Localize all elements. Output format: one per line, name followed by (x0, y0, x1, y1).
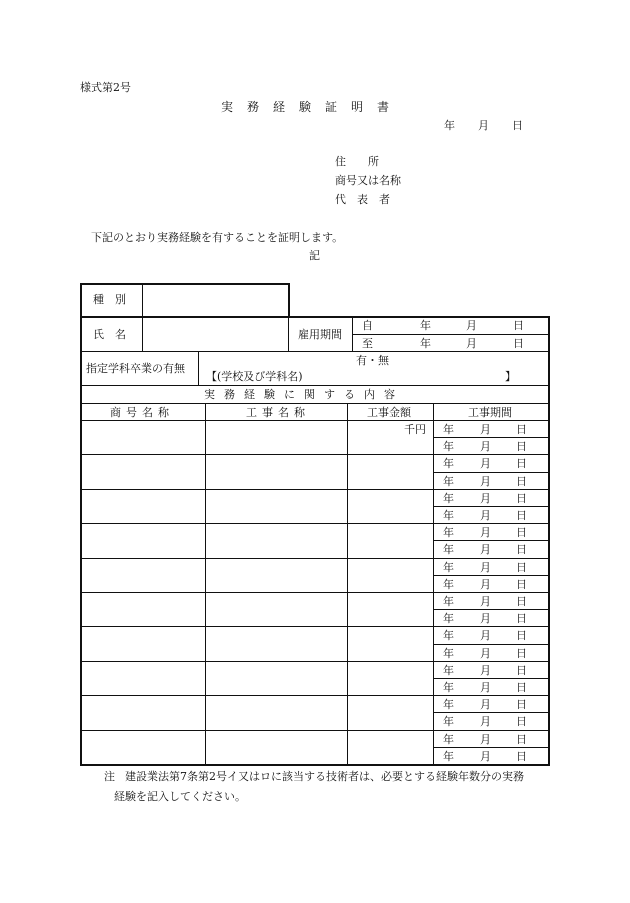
period-year: 年 (443, 509, 454, 522)
table-line (80, 385, 550, 386)
period-year: 年 (443, 577, 454, 591)
period-day: 日 (516, 715, 527, 729)
period-year: 年 (443, 715, 454, 729)
period-month: 月 (480, 457, 491, 471)
period-year: 年 (443, 681, 454, 694)
period-split-line (433, 506, 549, 507)
period-month: 月 (480, 491, 491, 505)
table-line (433, 403, 434, 764)
period-split-line (433, 712, 549, 713)
period-month: 月 (480, 560, 491, 574)
amount-unit: 千円 (404, 423, 426, 436)
table-line (288, 283, 290, 318)
period-split-line (433, 472, 549, 473)
period-day: 日 (516, 423, 527, 436)
period-month: 月 (480, 543, 491, 557)
table-line (80, 283, 82, 766)
period-day: 日 (516, 491, 527, 505)
period-year: 年 (443, 646, 454, 660)
period-year: 年 (443, 732, 454, 746)
period-year: 年 (443, 457, 454, 471)
table-row-line (80, 730, 550, 731)
period-day: 日 (516, 543, 527, 557)
table-row-line (80, 454, 550, 455)
table-row-line (80, 489, 550, 490)
table-row-line (80, 558, 550, 559)
period-split-line (433, 540, 549, 541)
table-line (80, 403, 550, 404)
period-month: 月 (480, 440, 491, 454)
period-year: 年 (443, 474, 454, 488)
period-year: 年 (443, 423, 454, 436)
table-row-line (80, 695, 550, 696)
period-day: 日 (516, 629, 527, 643)
period-month: 月 (480, 698, 491, 712)
table-line (347, 403, 348, 764)
period-month: 月 (480, 646, 491, 660)
period-year: 年 (443, 663, 454, 677)
table-line (80, 283, 290, 285)
period-day: 日 (516, 509, 527, 522)
form-number: 様式第2号 (80, 81, 131, 94)
period-day: 日 (516, 681, 527, 694)
period-month: 月 (480, 663, 491, 677)
employment-period-label: 雇用期間 (298, 328, 342, 341)
period-month: 月 (480, 732, 491, 746)
graduation-label: 指定学科卒業の有無 (86, 362, 185, 375)
period-day: 日 (516, 612, 527, 626)
note-line-1: 建設業法第7条第2号イ又はロに該当する技術者は、必要とする経験年数分の実務 (125, 770, 524, 783)
table-row-line (80, 661, 550, 662)
period-split-line (433, 575, 549, 576)
period-split-line (433, 747, 549, 748)
period-year: 年 (443, 595, 454, 608)
period-month: 月 (480, 629, 491, 643)
period-day: 日 (516, 732, 527, 746)
table-line (142, 283, 143, 351)
period-day: 日 (516, 474, 527, 488)
employment-from-day: 日 (513, 319, 524, 332)
table-line (198, 351, 199, 385)
period-month: 月 (480, 749, 491, 763)
employment-from-month: 月 (466, 319, 477, 332)
employment-from-label: 自 (362, 319, 373, 332)
experience-form-table (80, 283, 550, 766)
table-line (80, 351, 550, 352)
experience-header: 実務経験に関する内容 (204, 388, 404, 401)
table-line (80, 764, 550, 766)
period-month: 月 (480, 474, 491, 488)
period-day: 日 (516, 646, 527, 660)
period-split-line (433, 678, 549, 679)
period-day: 日 (516, 698, 527, 712)
period-month: 月 (480, 509, 491, 522)
ki-label: 記 (309, 249, 320, 262)
employment-to-day: 日 (513, 337, 524, 350)
table-line (205, 403, 206, 764)
period-year: 年 (443, 560, 454, 574)
has-or-not-label: 有・無 (356, 354, 389, 367)
column-period: 工事期間 (468, 406, 512, 419)
certification-statement: 下記のとおり実務経験を有することを証明します。 (91, 231, 344, 244)
table-line (352, 334, 548, 335)
period-split-line (433, 437, 549, 438)
period-month: 月 (480, 612, 491, 626)
table-line (80, 316, 550, 318)
period-year: 年 (443, 491, 454, 505)
note-line-2: 経験を記入してください。 (114, 790, 246, 803)
period-year: 年 (443, 526, 454, 540)
column-amount: 工事金額 (367, 406, 411, 419)
name-label: 氏 名 (93, 328, 126, 341)
period-month: 月 (480, 715, 491, 729)
period-day: 日 (516, 526, 527, 540)
address-label: 住 所 (335, 155, 379, 168)
period-month: 月 (480, 423, 491, 436)
date-year-label: 年 (444, 119, 455, 132)
period-day: 日 (516, 440, 527, 454)
period-year: 年 (443, 698, 454, 712)
document-title: 実務経験証明書 (221, 100, 404, 114)
period-day: 日 (516, 595, 527, 608)
period-day: 日 (516, 663, 527, 677)
period-day: 日 (516, 749, 527, 763)
school-name-label: 【(学校及び学科名) (206, 370, 303, 383)
period-year: 年 (443, 612, 454, 626)
table-line (80, 420, 550, 421)
table-row-line (80, 592, 550, 593)
date-month-label: 月 (478, 119, 489, 132)
school-name-bracket: 】 (505, 370, 516, 383)
note-prefix: 注 (104, 770, 115, 783)
period-month: 月 (480, 595, 491, 608)
period-day: 日 (516, 577, 527, 591)
employment-to-year: 年 (420, 337, 431, 350)
table-row-line (80, 626, 550, 627)
period-day: 日 (516, 560, 527, 574)
employment-from-year: 年 (420, 319, 431, 332)
period-day: 日 (516, 457, 527, 471)
column-project: 工事名称 (246, 406, 310, 419)
employment-to-label: 至 (362, 337, 373, 350)
trade-name-label: 商号又は名称 (335, 174, 401, 187)
period-year: 年 (443, 629, 454, 643)
period-year: 年 (443, 543, 454, 557)
period-year: 年 (443, 749, 454, 763)
period-split-line (433, 609, 549, 610)
period-month: 月 (480, 681, 491, 694)
period-month: 月 (480, 526, 491, 540)
type-label: 種 別 (93, 293, 126, 306)
column-company: 商号名称 (110, 406, 174, 419)
period-split-line (433, 644, 549, 645)
representative-label: 代 表 者 (335, 193, 390, 206)
employment-to-month: 月 (466, 337, 477, 350)
date-day-label: 日 (512, 119, 523, 132)
period-month: 月 (480, 577, 491, 591)
period-year: 年 (443, 440, 454, 454)
table-line (288, 316, 289, 351)
table-row-line (80, 523, 550, 524)
